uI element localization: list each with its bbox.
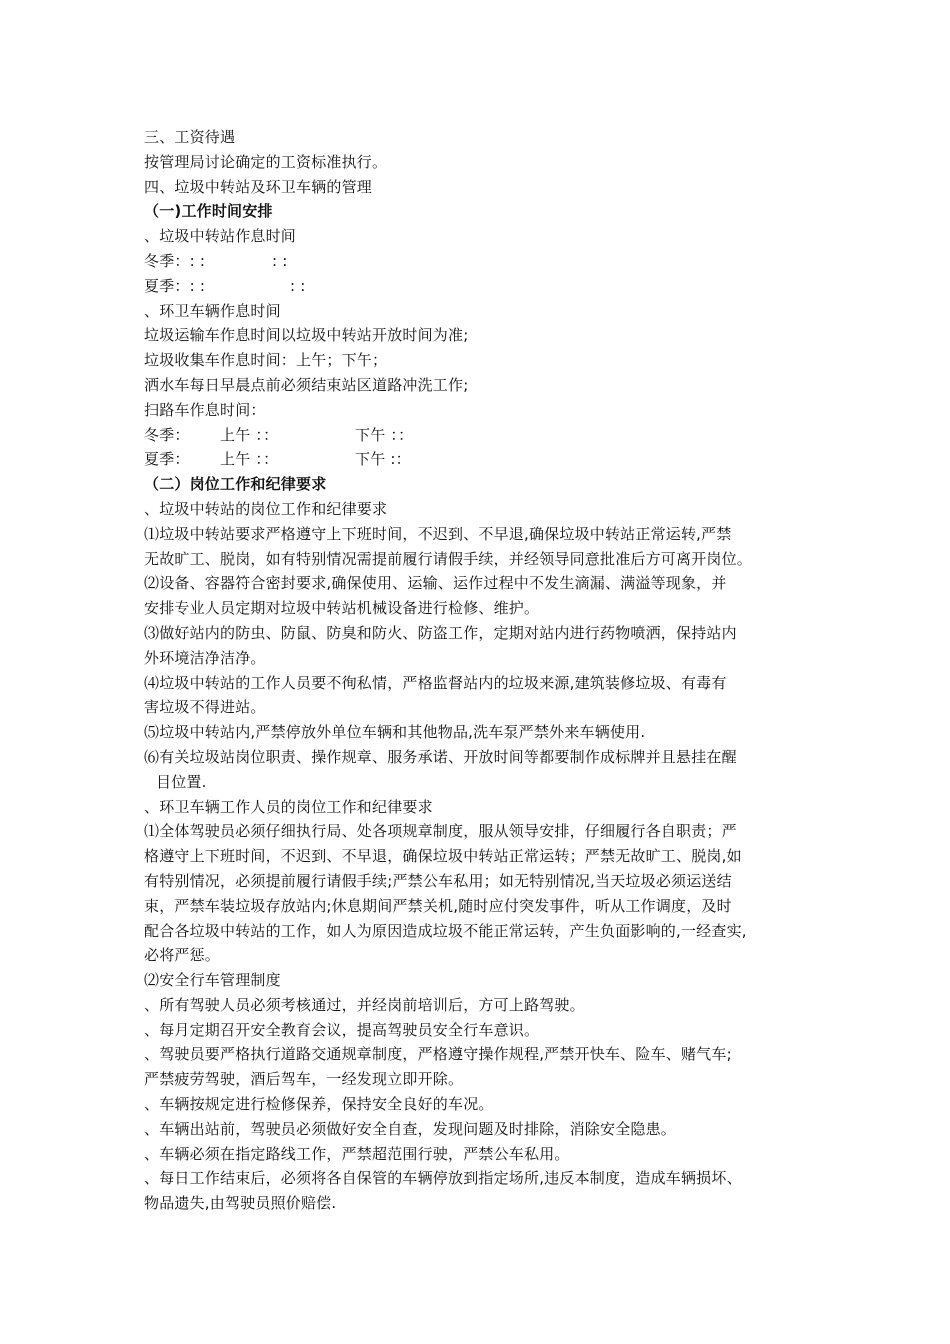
station-summer-hours	[144, 274, 824, 299]
station-rule-6-line-2: 目位置.	[156, 772, 207, 791]
section-3-heading: 三、工资待遇	[144, 128, 236, 146]
collection-truck-line: 垃圾收集车作息时间：上午；下午；	[144, 351, 388, 370]
driver-rule-1-line-3: 有特别情况，必须提前履行请假手续;严禁公车私用；如无特别情况,当天垃圾必须运送结	[144, 871, 732, 890]
summer-am: 上午 ：：	[220, 450, 279, 469]
safety-rule-7-line-2: 物品遗失,由驾驶员照价赔偿.	[144, 1194, 337, 1213]
station-rule-3-line-1: ⑶做好站内的防虫、防鼠、防臭和防火、防盗工作，定期对站内进行药物喷洒，保持站内	[144, 623, 737, 642]
station-rule-4-line-2: 害垃圾不得进站。	[144, 698, 266, 717]
winter-am: 上午 ：：	[220, 425, 279, 444]
safety-rule-7-line-1: 、每日工作结束后，必须将各自保管的车辆停放到指定场所,违反本制度，造成车辆损坏、	[144, 1169, 742, 1188]
sweeper-winter-hours	[144, 423, 824, 448]
station-rule-6-line-1: ⑹有关垃圾站岗位职责、操作规章、服务承诺、开放时间等都要制作成标牌并且悬挂在醒	[144, 747, 737, 766]
station-rule-2-line-2: 安排专业人员定期对垃圾中转站机械设备进行检修、维护。	[144, 599, 540, 618]
station-rule-3-line-2: 外环境洁净洁净。	[144, 648, 266, 667]
summer-time: : :	[290, 276, 306, 295]
driver-rule-1-line-6: 必将严惩。	[144, 946, 221, 965]
summer-label: 夏季：: :	[144, 276, 206, 295]
vehicle-hours-heading: 、环卫车辆作息时间	[144, 301, 281, 320]
winter-label: 冬季：	[144, 425, 190, 444]
winter-pm: 下午 ：：	[355, 425, 414, 444]
station-rule-5-line-1: ⑸垃圾中转站内,严禁停放外单位车辆和其他物品,洗车泵严禁外来车辆使用.	[144, 723, 646, 742]
driver-rule-1-line-4: 束，严禁车装垃圾存放站内;休息期间严禁关机,随时应付突发事件，听从工作调度，及时	[144, 896, 732, 915]
station-rule-1-line-1: ⑴垃圾中转站要求严格遵守上下班时间，不迟到、不早退,确保垃圾中转站正常运转,严禁	[144, 524, 732, 543]
winter-label: 冬季：: :	[144, 251, 206, 270]
safety-rule-5: 、车辆出站前，驾驶员必须做好安全自查，发现问题及时排除，消除安全隐患。	[144, 1119, 677, 1138]
section-3-text: 按管理局讨论确定的工资标准执行。	[144, 152, 388, 171]
safety-rule-2: 、每月定期召开安全教育会议，提高驾驶员安全行车意识。	[144, 1020, 540, 1039]
document-body	[144, 125, 824, 1216]
driver-rule-1-line-5: 配合各垃圾中转站的工作，如人为原因造成垃圾不能正常运转，产生负面影响的,一经查实,	[144, 921, 747, 940]
sprinkler-truck-line: 洒水车每日早晨点前必须结束站区道路冲洗工作;	[144, 375, 469, 394]
winter-time: : :	[272, 251, 288, 270]
safety-rule-3-line-1: 、驾驶员要严格执行道路交通规章制度，严格遵守操作规程,严禁开快车、险车、赌气车;	[144, 1045, 732, 1064]
safety-rule-1: 、所有驾驶人员必须考核通过，并经岗前培训后，方可上路驾驶。	[144, 995, 585, 1014]
station-rules-heading: 、垃圾中转站的岗位工作和纪律要求	[144, 499, 388, 518]
safe-driving-heading: ⑵安全行车管理制度	[144, 971, 281, 990]
station-rule-4-line-1: ⑷垃圾中转站的工作人员要不徇私情，严格监督站内的垃圾来源,建筑装修垃圾、有毒有	[144, 673, 727, 692]
vehicle-rules-heading: 、环卫车辆工作人员的岗位工作和纪律要求	[144, 797, 433, 816]
subsection-1-heading: （一)工作时间安排	[144, 202, 273, 221]
station-hours-heading: 、垃圾中转站作息时间	[144, 227, 297, 246]
safety-rule-3-line-2: 严禁疲劳驾驶，酒后驾车，一经发现立即开除。	[144, 1070, 464, 1089]
safety-rule-4: 、车辆按规定进行检修保养，保持安全良好的车况。	[144, 1095, 494, 1114]
sweeper-summer-hours	[144, 447, 824, 472]
summer-label: 夏季：	[144, 450, 190, 469]
sweeper-truck-line: 扫路车作息时间：	[144, 400, 266, 419]
station-rule-1-line-2: 无故旷工、脱岗，如有特别情况需提前履行请假手续，并经领导同意批准后方可离开岗位。	[144, 549, 753, 568]
driver-rule-1-line-1: ⑴全体驾驶员必须仔细执行局、处各项规章制度，服从领导安排，仔细履行各自职责；严	[144, 822, 737, 841]
transport-truck-line: 垃圾运输车作息时间以垃圾中转站开放时间为准;	[144, 326, 469, 345]
summer-pm: 下午 :：	[355, 450, 411, 469]
subsection-2-heading: （二）岗位工作和纪律要求	[144, 475, 327, 494]
section-4-heading: 四、垃圾中转站及环卫车辆的管理	[144, 177, 373, 196]
station-winter-hours	[144, 249, 824, 274]
safety-rule-6: 、车辆必须在指定路线工作，严禁超范围行驶，严禁公车私用。	[144, 1144, 570, 1163]
station-rule-2-line-1: ⑵设备、容器符合密封要求,确保使用、运输、运作过程中不发生滴漏、满溢等现象，并	[144, 574, 727, 593]
driver-rule-1-line-2: 格遵守上下班时间，不迟到、不早退，确保垃圾中转站正常运转；严禁无故旷工、脱岗,如	[144, 847, 742, 866]
